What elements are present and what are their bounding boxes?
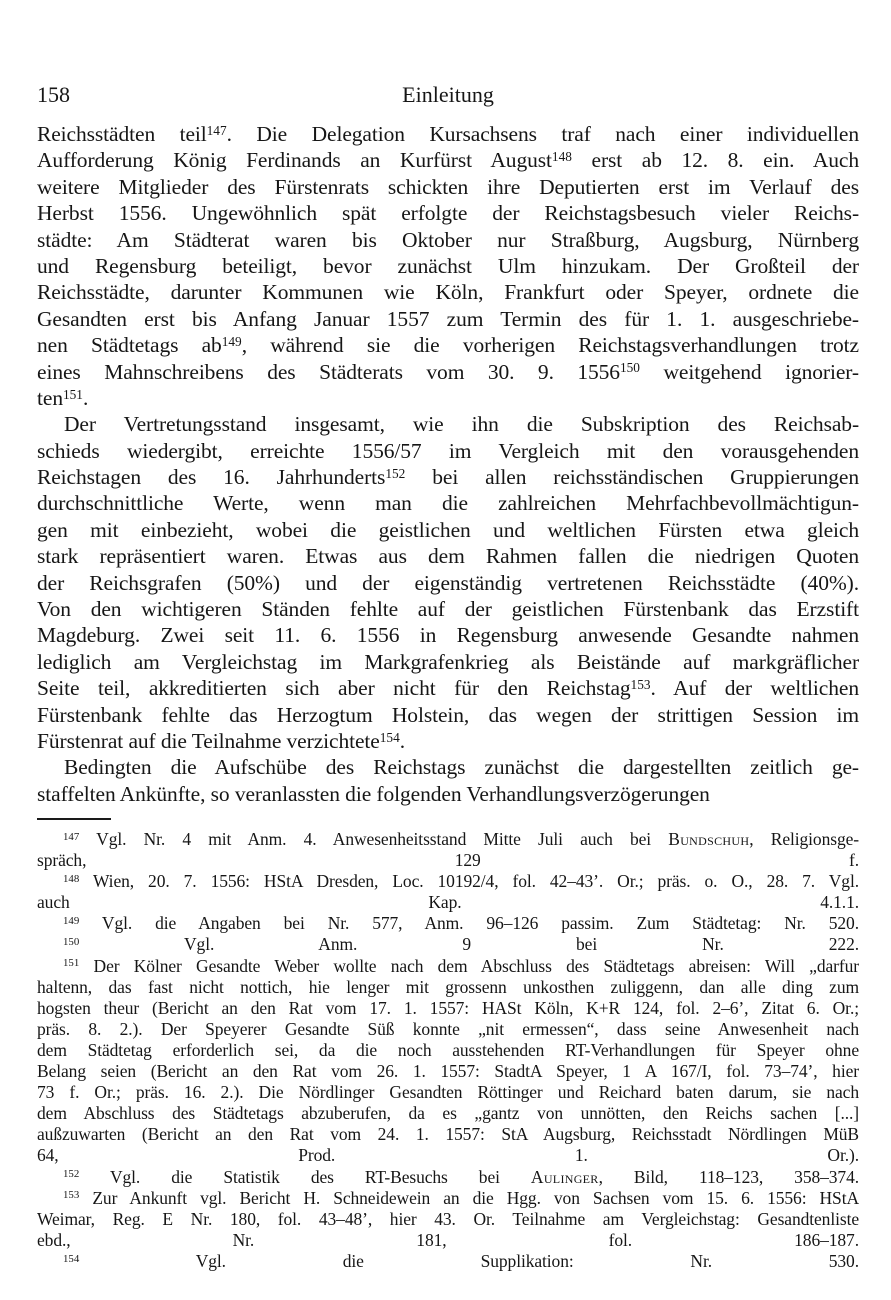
text-line: Aufforderung König Ferdinands an Kurfürst August$^{148}$ erst ab 12. 8. ein. Auch	[37, 148, 859, 173]
paragraph	[37, 754, 859, 807]
footnote-line: Belang seien (Bericht an den Rat vom 26. 1. 1557: StadtA Speyer, 1 A 167/I, fol. 73–74’, hier	[37, 1061, 859, 1082]
footnote-line: $^{153}$ Zur Ankunft vgl. Bericht H. Schneidewein an die Hgg. von Sachsen vom 15. 6. 1556: HStA	[63, 1187, 859, 1208]
footnote	[37, 1167, 859, 1188]
footnote-line: $^{149}$ Vgl. die Angaben bei Nr. 577, Anm. 96–126 passim. Zum Städtetag: Nr. 520.	[63, 913, 859, 934]
text-line: der Reichsgrafen (50%) und der eigenständig vertretenen Reichsstädte (40%).	[37, 570, 859, 595]
footnote-ref: 152	[385, 465, 406, 481]
footnote-number: 149	[63, 915, 80, 928]
footnote-line: $^{152}$ Vgl. die Statistik des RT-Besuchs bei Aulinger, Bild, 118–123, 358–374.	[63, 1166, 859, 1187]
footnote-ref: 148	[551, 149, 572, 164]
footnote	[37, 1188, 859, 1251]
text-line: schieds wiedergibt, erreichte 1556/57 im Vergleich mit den vorausgehenden	[37, 438, 859, 463]
footnote-line: $^{147}$ Vgl. Nr. 4 mit Anm. 4. Anwesenheitsstand Mitte Juli auch bei Bundschuh, Religionsge-	[63, 829, 859, 849]
footnote-line: außzuwarten (Bericht an den Rat vom 24. 1. 1557: StA Augsburg, Reichsstadt Nördlingen MüB	[37, 1124, 859, 1145]
footnote-line: haltenn, das fast nicht nottich, hie lenger mit grossenn unkosthen zuliggenn, dan alle ding zum	[37, 976, 859, 997]
footnote-number: 153	[63, 1189, 80, 1202]
body-text	[37, 121, 859, 807]
footnote-ref: 150	[619, 360, 640, 376]
footnote-line: Weimar, Reg. E Nr. 180, fol. 43–48’, hier 43. Or. Teilnahme am Vergleichstag: Gesandtenliste	[37, 1208, 859, 1229]
text-line: Reichsstädte, darunter Kommunen wie Köln, Frankfurt oder Speyer, ordnete die	[37, 280, 859, 305]
text-line: staffelten Ankünfte, so veranlassten die folgenden Verhandlungsverzögerungen	[37, 781, 710, 806]
text-line: und Regensburg beteiligt, bevor zunächst Ulm hinzukam. Der Großteil der	[37, 253, 859, 278]
text-line: ten$^{151}$.	[37, 385, 89, 410]
footnote-line: $^{151}$ Der Kölner Gesandte Weber wollte nach dem Abschluss des Städtetags abreisen: Will „darfur	[63, 955, 859, 976]
text-line: Herbst 1556. Ungewöhnlich spät erfolgte der Reichstagsbesuch vieler Reichs-	[37, 201, 859, 226]
text-line: Fürstenbank fehlte das Herzogtum Holstein, das wegen der strittigen Session im	[37, 702, 859, 727]
footnote-line: 73 f. Or.; präs. 16. 2.). Die Nördlinger Gesandten Röttinger und Reichard baten darum, sie nach	[37, 1082, 859, 1103]
footnote-number: 147	[63, 830, 80, 843]
footnote	[37, 956, 859, 1167]
footnote	[37, 829, 859, 871]
footnote-ref: 154	[379, 729, 400, 745]
footnote-line: $^{148}$ Wien, 20. 7. 1556: HStA Dresden, Loc. 10192/4, fol. 42–43’. Or.; präs. o. O., 28. 7. Vgl.	[63, 871, 859, 892]
footnote	[37, 1251, 859, 1272]
footnote-ref: 147	[206, 122, 227, 138]
footnote-number: 148	[63, 872, 80, 885]
footnote-line: dem Städtetag erforderlich sei, da die noch ausstehenden RT-Verhandlungen für Speyer ohne	[37, 1039, 859, 1060]
text-line: Bedingten die Aufschübe des Reichstags zunächst die dargestellten zeitlich ge-	[64, 755, 859, 780]
footnotes-section	[37, 829, 859, 1272]
footnote	[37, 871, 859, 913]
footnote-ref: 149	[221, 333, 242, 349]
text-line: eines Mahnschreibens des Städterats vom 30. 9. 1556$^{150}$ weitgehend ignorier-	[37, 359, 859, 384]
page-header	[37, 82, 859, 110]
footnote-number: 152	[63, 1168, 80, 1181]
text-line: städte: Am Städterat waren bis Oktober nur Straßburg, Augsburg, Nürnberg	[37, 227, 859, 252]
footnote	[37, 934, 859, 955]
footnote-number: 154	[63, 1252, 80, 1265]
footnote-ref: 153	[630, 676, 651, 692]
paragraph	[37, 121, 859, 411]
footnote-line: präs. 8. 2.). Der Speyerer Gesandte Süß konnte „nit ermessen“, dass seine Anwesenheit nach	[37, 1018, 859, 1039]
text-line: Von den wichtigeren Ständen fehlte auf der geistlichen Fürstenbank das Erzstift	[37, 597, 859, 622]
page-number: 158	[37, 82, 70, 107]
running-title: Einleitung	[402, 82, 494, 107]
footnote	[37, 913, 859, 934]
author-name-smallcaps: Aulinger	[530, 1166, 599, 1187]
text-line: lediglich am Vergleichstag im Markgrafenkrieg als Beistände auf markgräflicher	[37, 649, 859, 674]
footnote-separator-rule	[37, 818, 111, 820]
paragraph	[37, 411, 859, 754]
text-line: Der Vertretungsstand insgesamt, wie ihn die Subskription des Reichsab-	[64, 412, 859, 437]
text-line: Reichsstädten teil$^{147}$. Die Delegation Kursachsens traf nach einer individuellen	[37, 122, 859, 146]
footnote-line: spräch, 129 f.	[37, 850, 859, 871]
footnote-line: dem Abschluss des Städtetags abzuberufen, da es „gantz von unnötten, den Reichs sachen [...]	[37, 1103, 859, 1124]
text-line: durchschnittliche Werte, wenn man die zahlreichen Mehrfachbevollmächtigun-	[37, 491, 859, 516]
text-line: nen Städtetags ab$^{149}$, während sie die vorherigen Reichstagsverhandlungen trotz	[37, 333, 859, 358]
text-line: weitere Mitglieder des Fürstenrats schickten ihre Deputierten erst im Verlauf des	[37, 174, 859, 199]
text-line: Magdeburg. Zwei seit 11. 6. 1556 in Regensburg anwesende Gesandte nahmen	[37, 623, 859, 648]
footnote-number: 150	[63, 936, 80, 949]
text-line: Fürstenrat auf die Teilnahme verzichtete$^{154}$.	[37, 728, 406, 753]
footnote-ref: 151	[62, 386, 83, 402]
text-line: stark repräsentiert waren. Etwas aus dem Rahmen fallen die niedrigen Quoten	[37, 544, 859, 569]
author-name-smallcaps: Bundschuh	[668, 829, 750, 849]
text-line: gen mit einbezieht, wobei die geistlichen und weltlichen Fürsten etwa gleich	[37, 517, 859, 542]
footnote-number: 151	[63, 957, 80, 970]
text-line: Seite teil, akkreditierten sich aber nicht für den Reichstag$^{153}$. Auf der weltlichen	[37, 676, 859, 701]
footnote-line: ebd., Nr. 181, fol. 186–187.	[37, 1229, 859, 1250]
text-line: Gesandten erst bis Anfang Januar 1557 zum Termin des für 1. 1. ausgeschriebe-	[37, 306, 859, 331]
text-line: Reichstagen des 16. Jahrhunderts$^{152}$ bei allen reichsständischen Gruppierungen	[37, 465, 859, 490]
footnote-line: hogsten theur (Bericht an den Rat vom 17. 1. 1557: HASt Köln, K+R 124, fol. 2–6’, Zitat 6. Or.;	[37, 997, 859, 1018]
footnote-line: $^{150}$ Vgl. Anm. 9 bei Nr. 222.	[63, 934, 859, 955]
footnote-line: auch Kap. 4.1.1.	[37, 892, 859, 913]
footnote-line: 64, Prod. 1. Or.).	[37, 1145, 859, 1166]
footnote-line: $^{154}$ Vgl. die Supplikation: Nr. 530.	[63, 1250, 859, 1271]
